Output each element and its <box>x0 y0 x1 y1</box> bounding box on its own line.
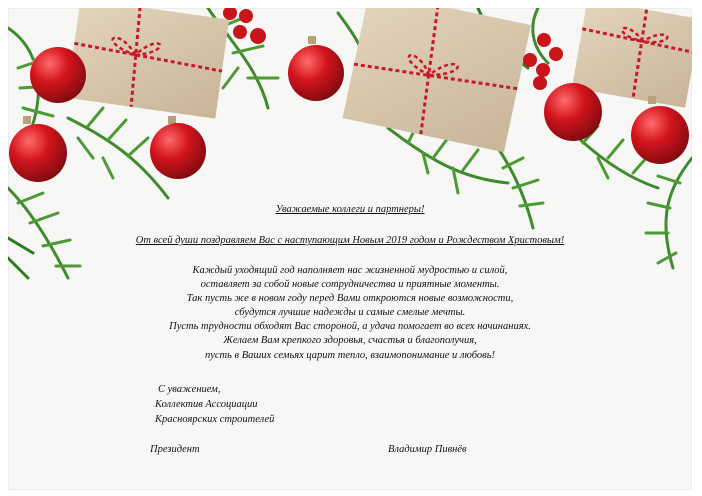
signature-line: Красноярских строителей <box>155 414 275 425</box>
greeting: Уважаемые коллеги и партнеры! <box>275 204 425 215</box>
body-line: пусть в Ваших семьях царит тепло, взаимопонимание и любовь! <box>204 350 496 361</box>
congratulation: От всей души поздравляем Вас с наступающим Новым 2019 годом и Рождеством Христовым! <box>135 235 565 246</box>
greeting-card <box>8 8 692 490</box>
letter <box>8 8 692 490</box>
signer-name: Владимир Пивнёв <box>388 444 467 455</box>
signature-line: Коллектив Ассоциации <box>155 399 258 410</box>
body-line: Желаем Вам крепкого здоровья, счастья и благополучия, <box>223 335 477 346</box>
body-line: оставляет за собой новые сотрудничества и приятные моменты. <box>200 279 500 290</box>
signer-role: Президент <box>150 444 200 455</box>
body-line: Пусть трудности обходят Вас стороной, а удача помогает во всех начинаниях. <box>169 321 531 332</box>
body-line: сбудутся лучшие надежды и самые смелые мечты. <box>234 307 466 318</box>
body-line: Каждый уходящий год наполняет нас жизненной мудростью и силой, <box>192 265 508 276</box>
body-line: Так пусть же в новом году перед Вами откроются новые возможности, <box>186 293 514 304</box>
closing: С уважением, <box>158 384 221 395</box>
